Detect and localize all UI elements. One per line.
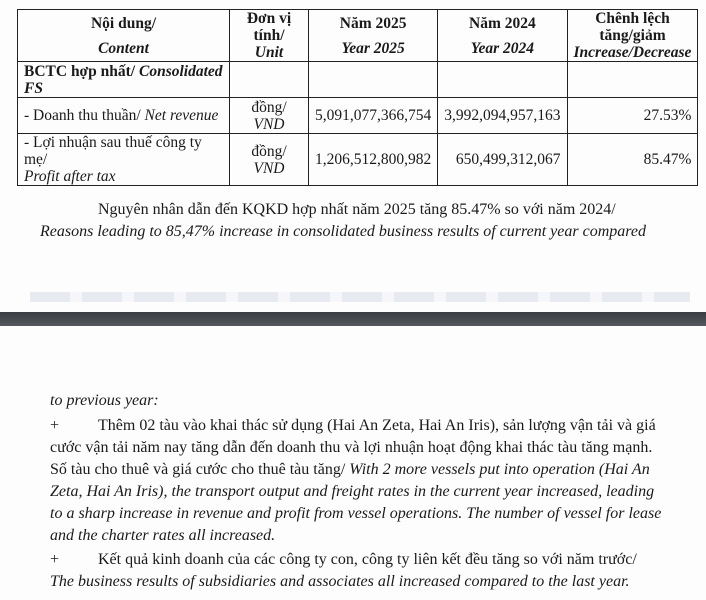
bullet-1-line-3: Số tàu cho thuê và giá cước cho thuê tàu tăng/ With 2 more vessels put into operation (Hai An <box>50 461 650 478</box>
row-unit: đồng/ VND <box>230 98 309 134</box>
bullet-marker: + <box>50 417 60 434</box>
table-section-row <box>18 62 698 98</box>
table-row <box>18 98 698 134</box>
page-separator <box>0 312 706 326</box>
table-header-row <box>18 10 698 62</box>
cut-off-text-line <box>98 592 688 600</box>
document-page-lower <box>0 326 706 600</box>
financial-results-table <box>17 9 698 186</box>
row-value-2025: 5,091,077,366,754 <box>309 98 438 134</box>
bleed-through-text <box>30 292 690 302</box>
row-change: 27.53% <box>567 98 698 134</box>
bullet-1-line-1: Thêm 02 tàu vào khai thác sử dụng (Hai An Zeta, Hai An Iris), sản lượng vận tải và giá <box>98 417 656 434</box>
row-value-2024: 3,992,094,957,163 <box>438 98 567 134</box>
bullet-1-line-6: and the charter rates all increased. <box>50 527 276 544</box>
bullet-marker: + <box>50 551 60 568</box>
header-year-2024: Năm 2024 Year 2024 <box>438 10 567 62</box>
section-label: BCTC hợp nhất/ Consolidated FS <box>18 62 230 98</box>
row-label: - Lợi nhuận sau thuế công ty mẹ/ Profit after tax <box>18 134 230 186</box>
row-value-2024: 650,499,312,067 <box>438 134 567 186</box>
header-content: Nội dung/ Content <box>18 10 230 62</box>
reasons-heading-en-continued: to previous year: <box>50 392 159 409</box>
cut-off-text-line <box>120 0 124 8</box>
header-unit: Đơn vị tính/ Unit <box>230 10 309 62</box>
table-row <box>18 134 698 186</box>
bullet-1-line-2: cước vận tải năm nay tăng dẫn đến doanh thu và lợi nhuận hoạt động khai thác tàu tăng mạnh. <box>50 439 653 456</box>
bullet-1-line-4: Zeta, Hai An Iris), the transport output and freight rates in the current year increased, leading <box>50 483 655 500</box>
row-value-2025: 1,206,512,800,982 <box>309 134 438 186</box>
row-change: 85.47% <box>567 134 698 186</box>
header-year-2025: Năm 2025 Year 2025 <box>309 10 438 62</box>
header-change: Chênh lệch tăng/giảm Increase/Decrease <box>567 10 698 62</box>
bullet-1-line-5: to a sharp increase in revenue and profit from vessel operations. The number of vessel for lease <box>50 505 662 522</box>
row-label: - Doanh thu thuần/ Net revenue <box>18 98 230 134</box>
reasons-heading-en: Reasons leading to 85,47% increase in consolidated business results of current year compared <box>40 223 646 240</box>
row-unit: đồng/ VND <box>230 134 309 186</box>
bullet-2-line-2: The business results of subsidiaries and associates all increased compared to the last year. <box>50 573 630 590</box>
reasons-heading-vi: Nguyên nhân dẫn đến KQKD hợp nhất năm 2025 tăng 85.47% so với năm 2024/ <box>98 201 616 218</box>
bullet-2-line-1: Kết quả kinh doanh của các công ty con, công ty liên kết đều tăng so với năm trước/ <box>98 551 637 568</box>
